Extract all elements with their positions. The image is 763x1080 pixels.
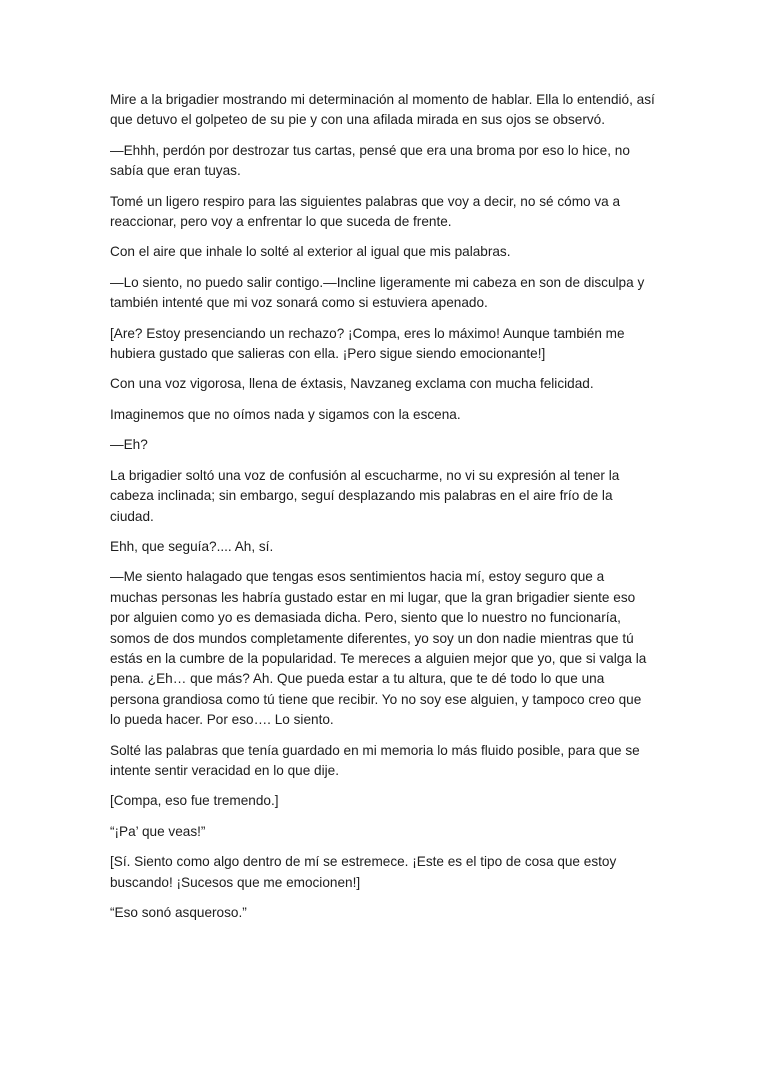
paragraph-6: [Are? Estoy presenciando un rechazo? ¡Compa, eres lo máximo! Aunque también me hubiera gustado que salieras con ella. ¡Pero sigue siendo emocionante!] bbox=[110, 325, 629, 362]
paragraph-1: Mire a la brigadier mostrando mi determinación al momento de hablar. Ella lo entendió, así que detuvo el golpeteo de su pie y con una afilada mirada en sus ojos se observó. bbox=[110, 92, 659, 128]
paragraph-15: “¡Pa’ que veas!” bbox=[110, 823, 206, 839]
paragraph-3: Tomé un ligero respiro para las siguientes palabras que voy a decir, no sé cómo va a reaccionar, pero voy a enfrentar lo que suceda de frente. bbox=[110, 193, 624, 230]
paragraph-10: La brigadier soltó una voz de confusión al escucharme, no vi su expresión al tener la cabeza inclinada; sin embargo, seguí desplazando mis palabras en el aire frío de la ciudad. bbox=[110, 467, 624, 524]
paragraph-8: Imaginemos que no oímos nada y sigamos con la escena. bbox=[110, 406, 461, 422]
paragraph-2: —Ehhh, perdón por destrozar tus cartas, pensé que era una broma por eso lo hice, no sabía que eran tuyas. bbox=[110, 142, 634, 179]
paragraph-13: Solté las palabras que tenía guardado en mi memoria lo más fluido posible, para que se intente sentir veracidad en lo que dije. bbox=[110, 742, 644, 778]
paragraph-4: Con el aire que inhale lo solté al exterior al igual que mis palabras. bbox=[110, 244, 511, 260]
paragraph-5: —Lo siento, no puedo salir contigo.—Incline ligeramente mi cabeza en son de disculpa y también intenté que mi voz sonará como si estuviera apenado. bbox=[110, 274, 649, 311]
paragraph-11: Ehh, que seguía?.... Ah, sí. bbox=[110, 538, 274, 554]
paragraph-17: “Eso sonó asqueroso.” bbox=[110, 905, 247, 920]
paragraph-9: —Eh? bbox=[110, 437, 148, 453]
paragraph-12: —Me siento halagado que tengas esos sentimientos hacia mí, estoy seguro que a muchas personas les habría gustado estar en mi lugar, que la gran brigadier siente eso por alguien como yo es demasiada dicha. Pero, siento que lo nuestro no funcionaría, somos de dos mundos completamente diferentes, yo soy un don nadie mientras que tú estás en la cumbre de la popularidad. Te mereces a alguien mejor que yo, que si valga la pena. ¿Eh… que más? Ah. Que pueda estar a tu altura, que te dé todo lo que una persona grandiosa como tú tiene que recibir. Yo no soy ese alguien, y tampoco creo que lo pueda hacer. Por eso…. Lo siento. bbox=[110, 569, 651, 728]
paragraph-14: [Compa, eso fue tremendo.] bbox=[110, 793, 279, 809]
paragraph-7: Con una voz vigorosa, llena de éxtasis, Navzaneg exclama con mucha felicidad. bbox=[110, 376, 594, 392]
paragraph-16: [Sí. Siento como algo dentro de mí se estremece. ¡Este es el tipo de cosa que estoy buscando! ¡Sucesos que me emocionen!] bbox=[110, 854, 621, 890]
